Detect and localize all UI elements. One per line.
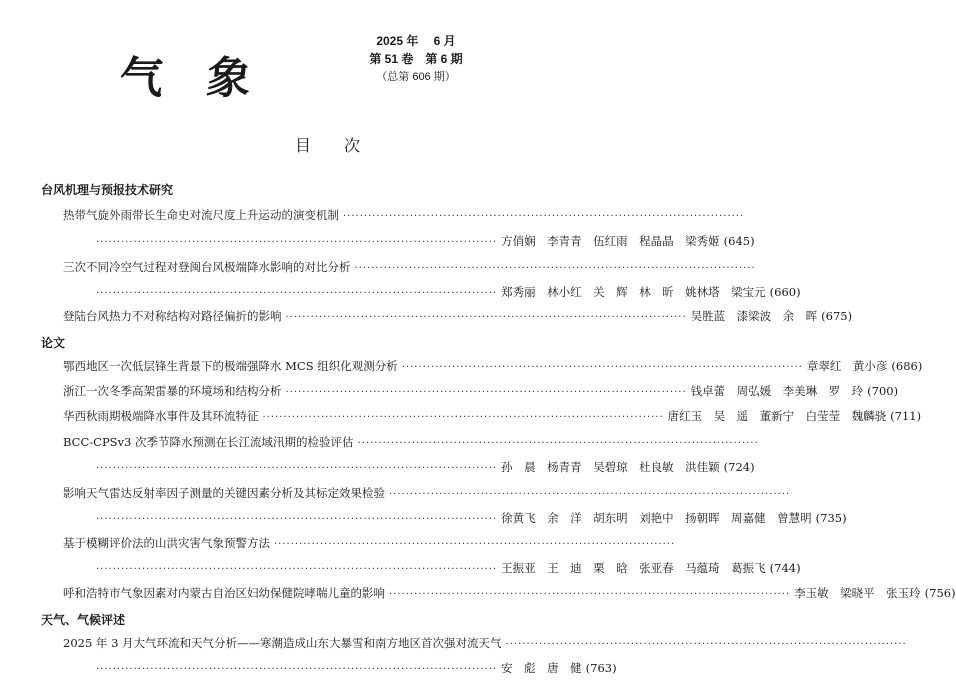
toc-entry[interactable] [63,585,956,601]
entry-page: (756) [924,586,956,600]
toc-entry-authors [96,660,616,676]
toc-entry[interactable] [63,259,756,275]
entry-title: 登陆台风热力不对称结构对路径偏折的影响 [63,309,282,323]
entry-page: (735) [815,511,847,525]
entry-page: (724) [723,460,755,474]
leader-dots: ································································································ [505,639,907,650]
toc-entry[interactable] [63,358,923,374]
entry-title: 2025 年 3 月大气环流和天气分析——寒潮造成山东大暴雪和南方地区首次强对流天气 [63,636,502,650]
entry-page: (744) [769,561,801,575]
toc-entry-authors [96,560,801,576]
leader-dots: ································································································ [262,412,664,423]
entry-authors: 吴胜蓝 漆梁波 余 晖 [690,309,818,323]
toc-title: 目 次 [294,136,375,155]
leader-dots: ································································································ [96,514,498,525]
entry-authors: 安 彪 唐 健 [501,661,582,675]
section-heading: 天气、气候评述 [41,613,126,627]
toc-entry[interactable] [63,383,899,399]
entry-page: (763) [585,661,617,675]
entry-page: (645) [723,234,755,248]
toc-entry[interactable] [63,635,907,651]
entry-title: 呼和浩特市气象因素对内蒙古自治区妇幼保健院哮喘儿童的影响 [63,586,385,600]
entry-authors: 方俏娴 李青青 伍红雨 程晶晶 梁秀姬 [501,234,720,248]
entry-authors: 李玉敏 梁晓平 张玉玲 [794,586,921,600]
toc-entry-authors [96,284,801,300]
toc-entry[interactable] [63,434,759,450]
section-heading: 台风机理与预报技术研究 [41,183,174,197]
section-heading: 论文 [41,336,66,350]
year-month: 2025 年 6 月 [376,34,456,48]
leader-dots: ································································································ [285,312,687,323]
entry-page: (700) [867,384,899,398]
leader-dots: ································································································ [274,539,676,550]
entry-page: (686) [891,359,923,373]
toc-entry-authors [96,459,755,475]
entry-authors: 孙 晨 杨青青 吴碧琼 杜良敏 洪佳颖 [501,460,720,474]
entry-page: (675) [821,309,853,323]
leader-dots: ································································································ [96,463,498,474]
leader-dots: ································································································ [389,489,791,500]
leader-dots: ································································································ [285,387,687,398]
toc-entry-authors [96,233,755,249]
leader-dots: ································································································ [96,664,498,675]
issue-info [366,32,466,86]
toc-entry[interactable] [63,207,745,223]
total-issue: （总第 606 期） [376,71,456,83]
entry-page: (711) [890,409,922,423]
journal-logo: 气 象 [116,53,268,104]
entry-page: (660) [769,285,801,299]
volume-issue: 第 51 卷 第 6 期 [369,52,463,66]
leader-dots: ································································································ [401,362,803,373]
entry-authors: 钱卓蕾 周弘媛 李美琳 罗 玲 [690,384,864,398]
entry-title: 三次不同冷空气过程对登闽台风极端降水影响的对比分析 [63,260,351,274]
entry-authors: 章翠红 黄小彦 [806,359,888,373]
entry-authors: 唐红玉 吴 遥 董新宁 白莹莹 魏麟骁 [667,409,887,423]
entry-title: 浙江一次冬季高架雷暴的环境场和结构分析 [63,384,282,398]
leader-dots: ································································································ [389,589,791,600]
leader-dots: ································································································ [354,263,756,274]
entry-authors: 王振亚 王 迪 栗 晗 张亚春 马蕴琦 葛振飞 [501,561,766,575]
entry-authors: 郑秀丽 林小红 关 辉 林 昕 姚林塔 梁宝元 [501,285,766,299]
entry-title: 影响天气雷达反射率因子测量的关键因素分析及其标定效果检验 [63,486,385,500]
entry-title: 鄂西地区一次低层锋生背景下的极端强降水 MCS 组织化观测分析 [63,359,398,373]
toc-entry-authors [96,510,847,526]
leader-dots: ································································································ [96,564,498,575]
leader-dots: ································································································ [96,237,498,248]
toc-entry[interactable] [63,408,922,424]
leader-dots: ································································································ [96,288,498,299]
entry-title: 基于模糊评价法的山洪灾害气象预警方法 [63,536,270,550]
toc-entry[interactable] [63,308,853,324]
leader-dots: ································································································ [357,438,759,449]
entry-title: 华西秋雨期极端降水事件及其环流特征 [63,409,259,423]
leader-dots: ································································································ [343,211,745,222]
entry-title: 热带气旋外雨带长生命史对流尺度上升运动的演变机制 [63,208,339,222]
entry-title: BCC-CPSv3 次季节降水预测在长江流域汛期的检验评估 [63,435,354,449]
entry-authors: 徐黄飞 余 洋 胡东明 刘艳中 扬朝晖 周嘉健 曾慧明 [501,511,812,525]
toc-entry[interactable] [63,535,676,551]
toc-entry[interactable] [63,485,791,501]
